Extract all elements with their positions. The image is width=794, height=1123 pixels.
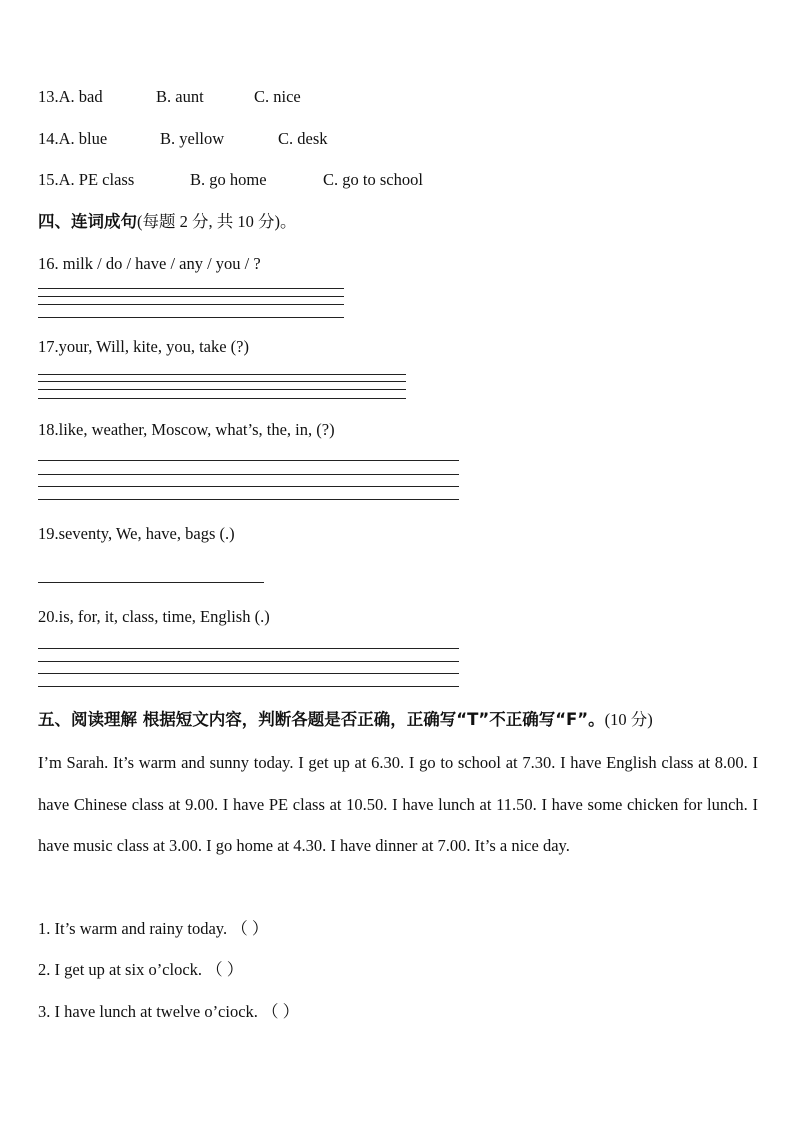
reading-question-2: 2. I get up at six o’clock. （ ）	[38, 960, 244, 979]
answer-line[interactable]	[38, 499, 459, 500]
option-a: A. PE class	[58, 170, 135, 189]
option-c: C. nice	[254, 87, 301, 106]
answer-line[interactable]	[38, 686, 459, 687]
option-b: B. yellow	[160, 129, 225, 148]
choice-13-a	[38, 87, 156, 107]
choice-14-a	[38, 129, 160, 149]
sentence-item-20: 20.is, for, it, class, time, English (.)	[38, 607, 270, 626]
answer-line[interactable]	[38, 288, 344, 289]
answer-line[interactable]	[38, 304, 344, 305]
sentence-item-16: 16. milk / do / have / any / you / ?	[38, 254, 261, 273]
reading-passage: I’m Sarah. It’s warm and sunny today. I get up at 6.30. I go to school at 7.30. I have English class at 8.00. I have Chinese class at 9.00. I have PE class at 10.50. I have lunch at 11.50. I have some chicken for lunch. I have music class at 3.00. I go home at 4.30. I have dinner at 7.00. It’s a nice day.	[38, 753, 758, 855]
sentence-item-17: 17.your, Will, kite, you, take (?)	[38, 337, 249, 356]
choice-row-13	[38, 87, 301, 107]
choice-row-14	[38, 129, 328, 149]
choice-number: 15.	[38, 170, 59, 189]
section-4-heading	[38, 212, 297, 232]
answer-line[interactable]	[38, 648, 459, 649]
reading-question-3: 3. I have lunch at twelve o’ciock. （ ）	[38, 1002, 300, 1021]
answer-line[interactable]	[38, 673, 459, 674]
option-c: C. go to school	[323, 170, 423, 189]
option-a: A. bad	[58, 87, 103, 106]
choice-number: 14.	[38, 129, 59, 148]
answer-line[interactable]	[38, 661, 459, 662]
answer-line[interactable]	[38, 474, 459, 475]
answer-line[interactable]	[38, 486, 459, 487]
option-b: B. aunt	[156, 87, 204, 106]
answer-line[interactable]	[38, 460, 459, 461]
choice-number: 13.	[38, 87, 59, 106]
section-5-heading	[38, 710, 653, 730]
reading-question-1: 1. It’s warm and rainy today. （ ）	[38, 919, 269, 938]
section-4-title: 四、连词成句	[38, 212, 137, 231]
choice-15-a	[38, 170, 190, 190]
answer-line[interactable]	[38, 317, 344, 318]
answer-line[interactable]	[38, 398, 406, 399]
option-c: C. desk	[278, 129, 328, 148]
sentence-item-19: 19.seventy, We, have, bags (.)	[38, 524, 235, 543]
answer-line[interactable]	[38, 381, 406, 382]
option-a: A. blue	[58, 129, 108, 148]
choice-row-15	[38, 170, 423, 190]
answer-line[interactable]	[38, 582, 264, 583]
section-5-score: (10 分)	[604, 710, 653, 729]
answer-line[interactable]	[38, 374, 406, 375]
answer-line[interactable]	[38, 389, 406, 390]
section-5-title: 五、阅读理解 根据短文内容，判断各题是否正确，正确写“T”不正确写“F”。	[38, 710, 605, 729]
sentence-item-18: 18.like, weather, Moscow, what’s, the, in, (?)	[38, 420, 335, 439]
section-4-note: (每题 2 分, 共 10 分)。	[137, 212, 297, 231]
answer-line[interactable]	[38, 296, 344, 297]
option-b: B. go home	[190, 170, 267, 189]
